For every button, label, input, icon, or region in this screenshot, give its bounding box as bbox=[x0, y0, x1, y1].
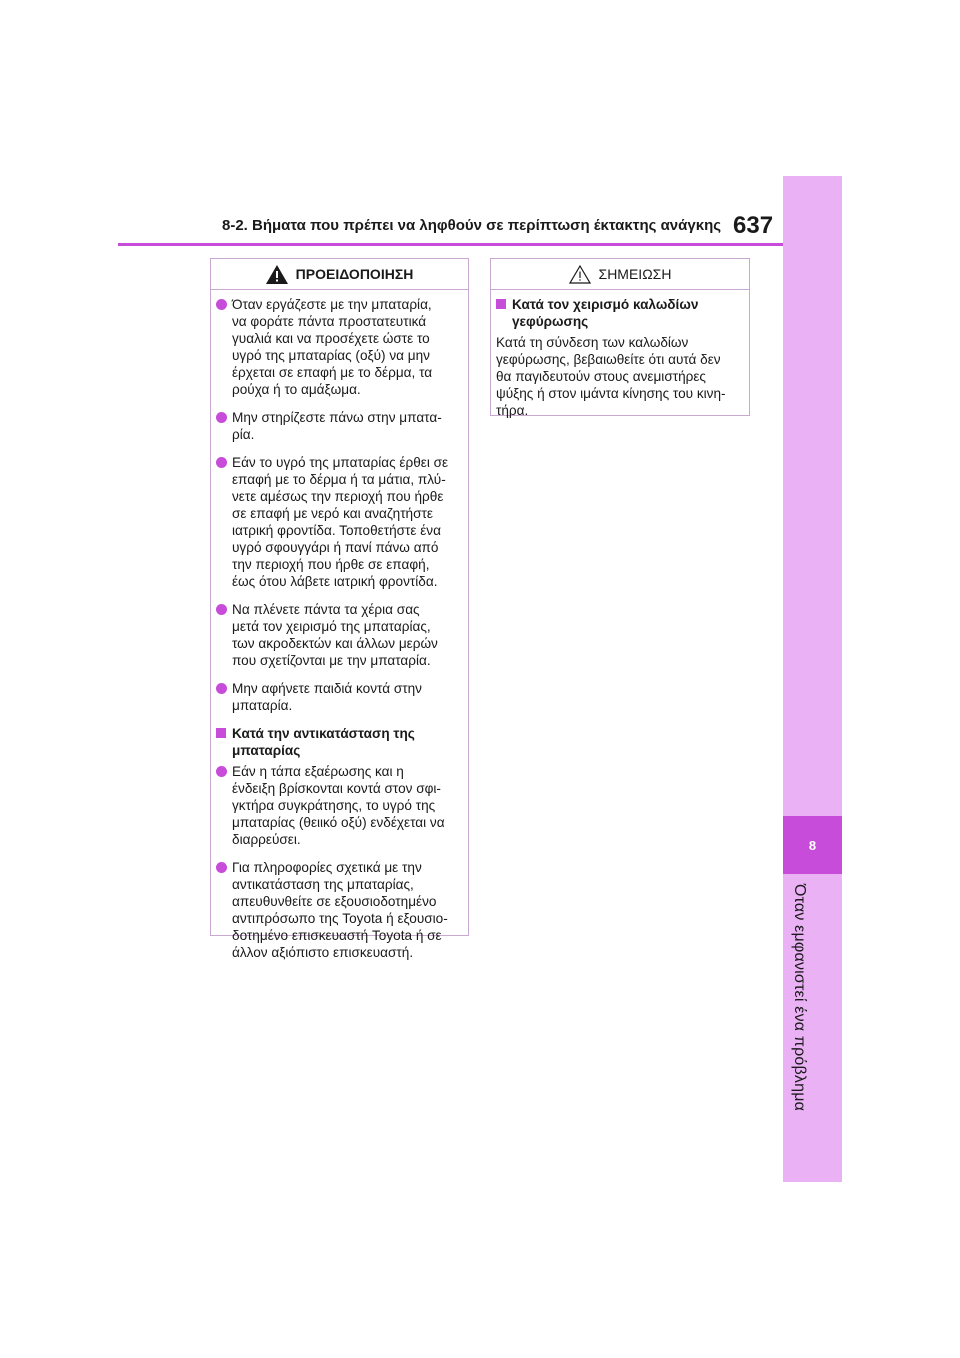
warning-item bbox=[216, 454, 460, 590]
text-line: μετά τον χειρισμό της μπαταρίας, bbox=[232, 619, 431, 634]
text-line: σε επαφή με νερό και αναζητήστε bbox=[232, 506, 433, 521]
text-line: να φοράτε πάντα προστατευτικά bbox=[232, 314, 427, 329]
text-line: μπαταρίας bbox=[232, 743, 301, 758]
note-body-text bbox=[496, 334, 741, 419]
warning-item bbox=[216, 763, 460, 848]
warning-item bbox=[216, 409, 460, 443]
warning-item bbox=[216, 680, 460, 714]
text-line: Όταν εργάζεστε με την μπαταρία, bbox=[232, 297, 432, 312]
warning-box-body bbox=[211, 290, 468, 961]
warning-box bbox=[210, 258, 469, 960]
warning-item bbox=[216, 601, 460, 669]
warning-subheading bbox=[216, 725, 460, 759]
chapter-title-vertical: Όταν εμφανιστεί ένα πρόβλημα bbox=[791, 884, 808, 1112]
bullet-dot-icon bbox=[216, 683, 227, 694]
text-line: έως ότου λάβετε ιατρική φροντίδα. bbox=[232, 574, 438, 589]
text-line: Εάν η τάπα εξαέρωσης και η bbox=[232, 764, 404, 779]
text-line: μπαταρίας (θειικό οξύ) ενδέχεται να bbox=[232, 815, 445, 830]
text-line: Εάν το υγρό της μπαταρίας έρθει σε bbox=[232, 455, 449, 470]
note-triangle-icon bbox=[569, 265, 591, 284]
text-line: ένδειξη βρίσκονται κοντά στον σφι- bbox=[232, 781, 441, 796]
note-box-header bbox=[491, 259, 749, 290]
section-title: 8-2. Βήματα που πρέπει να ληφθούν σε περίπτωση έκτακτης ανάγκης bbox=[222, 217, 722, 234]
text-line: Για πληροφορίες σχετικά με την bbox=[232, 860, 422, 875]
warning-box-header bbox=[211, 259, 468, 290]
text-line: ρούχα ή το αμάξωμα. bbox=[232, 382, 361, 397]
note-box-title: ΣΗΜΕΙΩΣΗ bbox=[598, 266, 672, 282]
text-line: γεφύρωσης, βεβαιωθείτε ότι αυτά δεν bbox=[496, 352, 721, 367]
text-line: ψύξης ή στον ιμάντα κίνησης του κινη- bbox=[496, 386, 726, 401]
text-line: Να πλένετε πάντα τα χέρια σας bbox=[232, 602, 420, 617]
bullet-dot-icon bbox=[216, 299, 227, 310]
square-bullet-icon bbox=[216, 728, 226, 738]
note-subheading bbox=[496, 296, 741, 330]
text-line: την περιοχή που ήρθε σε επαφή, bbox=[232, 557, 430, 572]
text-line: δοτημένο επισκευαστή Toyota ή σε bbox=[232, 928, 442, 943]
note-box bbox=[490, 258, 750, 416]
text-line: διαρρεύσει. bbox=[232, 832, 301, 847]
text-line: ρία. bbox=[232, 427, 255, 442]
warning-item bbox=[216, 859, 460, 961]
text-line: άλλον αξιόπιστο επισκευαστή. bbox=[232, 945, 414, 960]
text-line: γκτήρα συγκράτησης, το υγρό της bbox=[232, 798, 436, 813]
text-line: Κατά τη σύνδεση των καλωδίων bbox=[496, 335, 689, 350]
bullet-dot-icon bbox=[216, 766, 227, 777]
text-line: Κατά την αντικατάσταση της bbox=[232, 726, 415, 741]
page-number: 637 bbox=[733, 212, 774, 239]
text-line: νετε αμέσως την περιοχή που ήρθε bbox=[232, 489, 444, 504]
text-line: έρχεται σε επαφή με το δέρμα, τα bbox=[232, 365, 433, 380]
warning-triangle-icon bbox=[266, 265, 288, 284]
note-box-body bbox=[491, 290, 749, 419]
text-line: θα παγιδευτούν στους ανεμιστήρες bbox=[496, 369, 706, 384]
text-line: Μην αφήνετε παιδιά κοντά στην bbox=[232, 681, 422, 696]
text-line: που σχετίζονται με την μπαταρία. bbox=[232, 653, 431, 668]
warning-box-title: ΠΡΟΕΙΔΟΠΟΙΗΣΗ bbox=[295, 266, 414, 282]
square-bullet-icon bbox=[496, 299, 506, 309]
chapter-number-tab: 8 bbox=[783, 816, 842, 874]
text-line: γυαλιά και να προσέχετε ώστε το bbox=[232, 331, 430, 346]
text-line: ιατρική φροντίδα. Τοποθετήστε ένα bbox=[232, 523, 441, 538]
bullet-dot-icon bbox=[216, 457, 227, 468]
text-line: των ακροδεκτών και άλλων μερών bbox=[232, 636, 438, 651]
bullet-dot-icon bbox=[216, 604, 227, 615]
warning-item bbox=[216, 296, 460, 398]
text-line: τήρα. bbox=[496, 403, 529, 418]
text-line: Μην στηρίζεστε πάνω στην μπατα- bbox=[232, 410, 442, 425]
bullet-dot-icon bbox=[216, 412, 227, 423]
text-line: μπαταρία. bbox=[232, 698, 293, 713]
header-rule bbox=[118, 243, 783, 246]
text-line: γεφύρωσης bbox=[512, 314, 589, 329]
text-line: Κατά τον χειρισμό καλωδίων bbox=[512, 297, 699, 312]
bullet-dot-icon bbox=[216, 862, 227, 873]
text-line: απευθυνθείτε σε εξουσιοδοτημένο bbox=[232, 894, 437, 909]
text-line: υγρό σφουγγάρι ή πανί πάνω από bbox=[232, 540, 439, 555]
text-line: επαφή με το δέρμα ή τα μάτια, πλύ- bbox=[232, 472, 446, 487]
text-line: αντικατάσταση της μπαταρίας, bbox=[232, 877, 414, 892]
text-line: υγρό της μπαταρίας (οξύ) να μην bbox=[232, 348, 430, 363]
text-line: αντιπρόσωπο της Toyota ή εξουσιο- bbox=[232, 911, 448, 926]
